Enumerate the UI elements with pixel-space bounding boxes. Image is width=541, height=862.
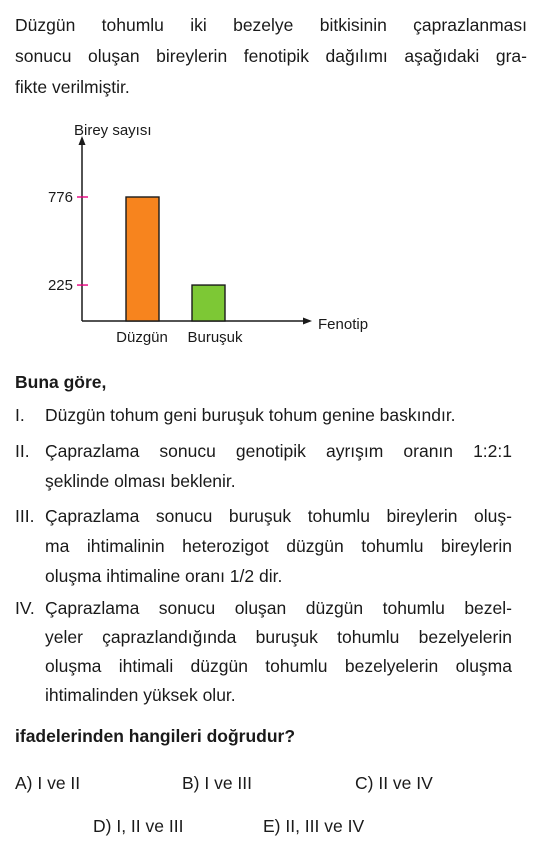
- option-d[interactable]: D) I, II ve III: [93, 816, 184, 836]
- option-e[interactable]: E) II, III ve IV: [263, 816, 365, 836]
- question-text: ifadelerinden hangileri doğrudur?: [15, 726, 296, 746]
- intro-line: Düzgün tohumlu iki bezelye bitkisinin çaprazlanması: [15, 15, 527, 35]
- y-tick-label: 225: [47, 277, 73, 295]
- x-axis-label: Fenotip: [318, 316, 369, 333]
- statement-line: Çaprazlama sonucu genotipik ayrışım oranın 1:2:1: [45, 441, 512, 461]
- option-c[interactable]: C) II ve IV: [355, 773, 433, 793]
- statement-number: II.: [15, 441, 30, 461]
- option-b[interactable]: B) I ve III: [182, 773, 253, 793]
- option-a[interactable]: A) I ve II: [15, 773, 81, 793]
- x-axis-arrow: [303, 318, 312, 325]
- bar-düzgün: [126, 197, 159, 321]
- statement-line: ihtimalinden yüksek olur.: [45, 685, 236, 705]
- x-tick-label: Buruşuk: [187, 329, 243, 346]
- statement-line: oluşma ihtimali düzgün tohumlu bezelyelerin oluşma: [45, 656, 512, 676]
- statement-number: I.: [15, 405, 25, 425]
- statement-line: Çaprazlama sonucu oluşan düzgün tohumlu bezel-: [45, 598, 512, 618]
- statement-line: oluşma ihtimaline oranı 1/2 dir.: [45, 566, 283, 586]
- intro-line: fikte verilmiştir.: [15, 77, 130, 97]
- statement-line: Düzgün tohum geni buruşuk tohum genine baskındır.: [45, 405, 456, 425]
- statement-line: yeler çaprazlandığında buruşuk tohumlu bezelyelerin: [45, 627, 512, 647]
- statement-line: Çaprazlama sonucu buruşuk tohumlu bireylerin oluş-: [45, 506, 512, 526]
- statement-number: III.: [15, 506, 35, 526]
- statement-line: şeklinde olması beklenir.: [45, 471, 236, 491]
- x-tick-label: Düzgün: [116, 329, 168, 346]
- bar-chart: [0, 110, 420, 355]
- lead-text: Buna göre,: [15, 372, 107, 392]
- statement-number: IV.: [15, 598, 35, 618]
- bar-buruşuk: [192, 285, 225, 321]
- intro-paragraph: [15, 10, 527, 103]
- statement-line: ma ihtimalinin heterozigot düzgün tohumlu bireylerin: [45, 536, 512, 556]
- y-tick-label: 776: [47, 189, 73, 206]
- y-axis-label: Birey sayısı: [74, 122, 152, 139]
- intro-line: sonucu oluşan bireylerin fenotipik dağılımı aşağıdaki gra-: [15, 46, 527, 66]
